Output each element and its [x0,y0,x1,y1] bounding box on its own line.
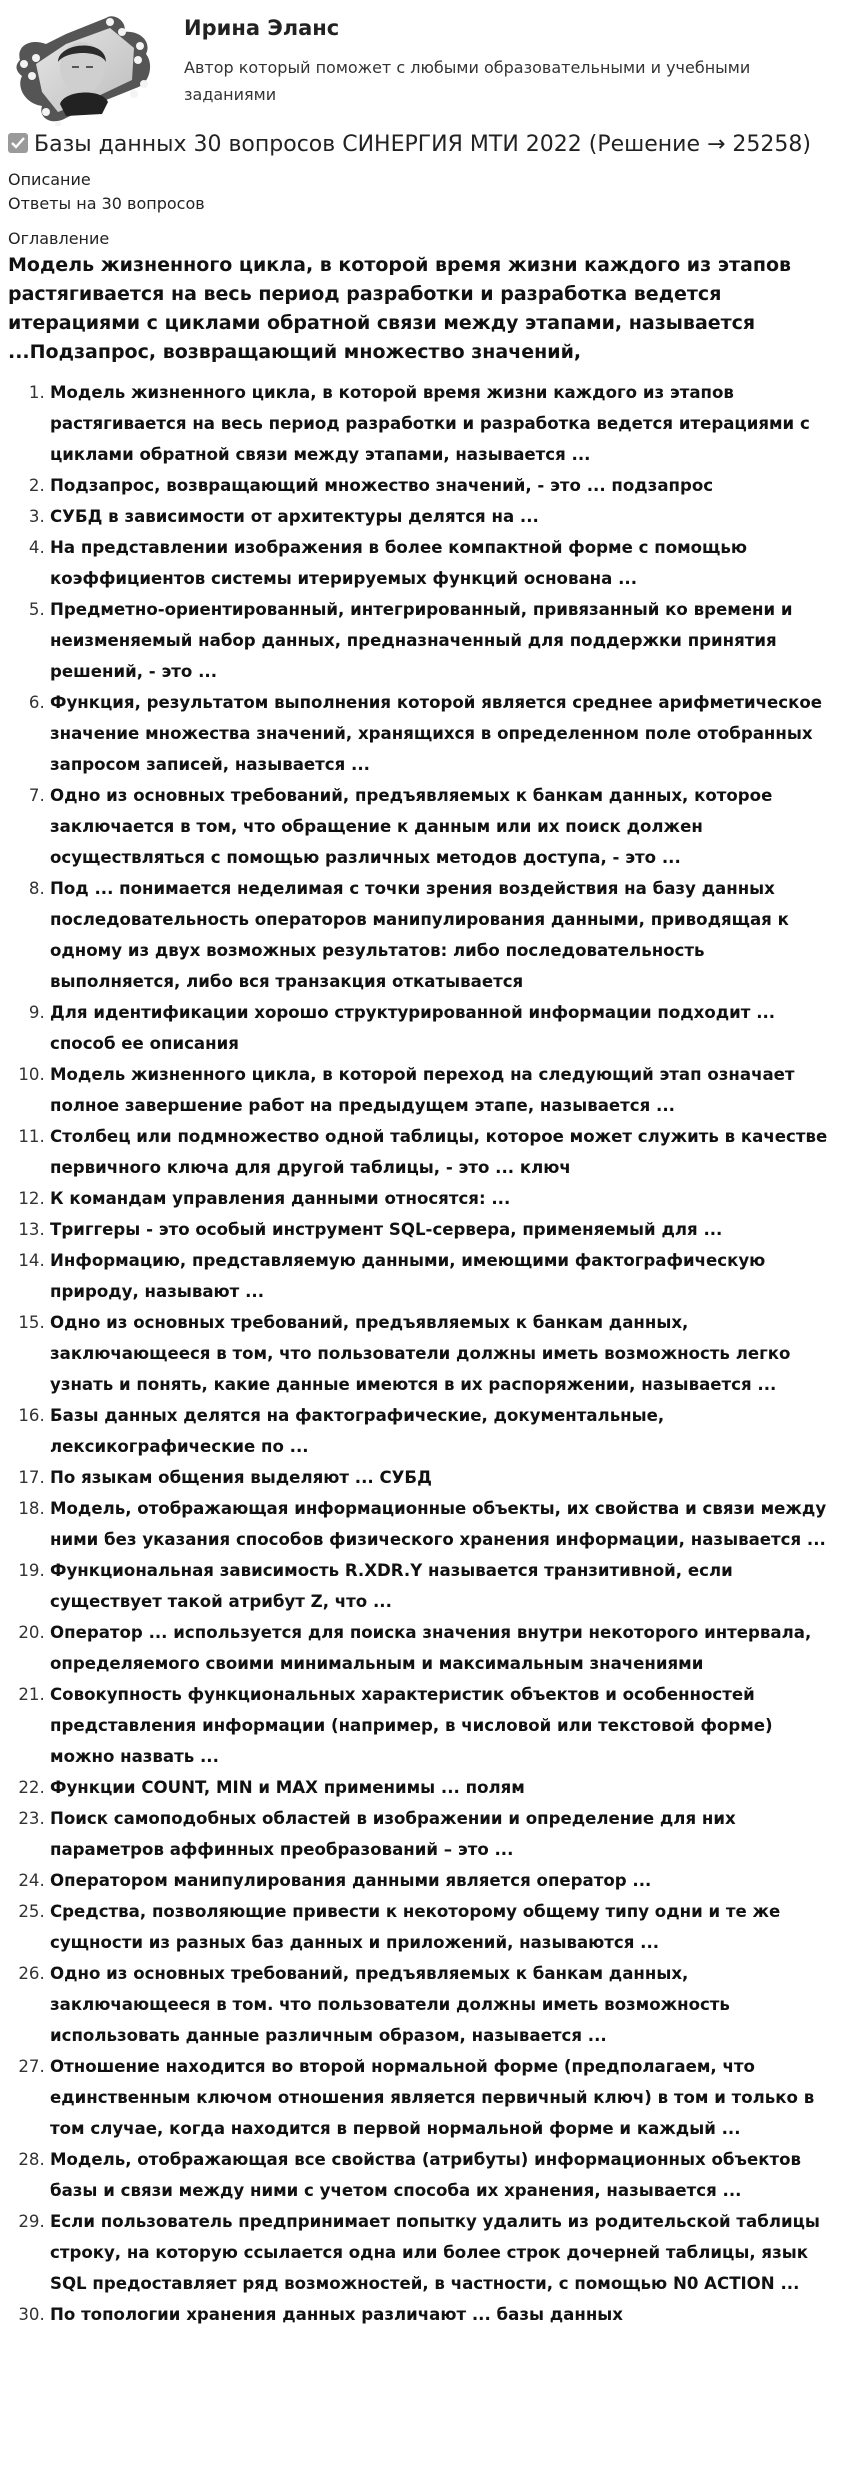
description-value: Ответы на 30 вопросов [8,194,205,213]
question-item[interactable]: 11. Столбец или подмножество одной таблицы, которое может служить в качестве первичного ключа для другой таблицы, - это ... ключ [50,1121,847,1183]
lead-text: Модель жизненного цикла, в которой время жизни каждого из этапов растягивается на весь период разработки и разработка ведется итерациями с циклами обратной связи между этапами, называется ...Подзапрос, возвращающий множество значений, [8,254,792,363]
questions-list [0,377,847,2330]
question-item[interactable]: 30. По топологии хранения данных различают ... базы данных [50,2299,847,2330]
question-item[interactable]: 26. Одно из основных требований, предъявляемых к банкам данных, заключающееся в том. что пользователи должны иметь возможность использовать данные различным образом, называется ... [50,1958,847,2051]
question-item[interactable]: 20. Оператор ... используется для поиска значения внутри некоторого интервала, определяемого своими минимальным и максимальным значениями [50,1617,847,1679]
author-bio: Автор который поможет с любыми образовательными и учебными заданиями [184,58,751,104]
question-item[interactable]: 28. Модель, отображающая все свойства (атрибуты) информационных объектов базы и связи между ними с учетом способа их хранения, называется ... [50,2144,847,2206]
question-item[interactable]: 15. Одно из основных требований, предъявляемых к банкам данных, заключающееся в том, что пользователи должны иметь возможность легко узнать и понять, какие данные имеются в их распоряжении, называется ... [50,1307,847,1400]
question-item[interactable]: 29. Если пользователь предпринимает попытку удалить из родительской таблицы строку, на которую ссылается одна или более строк дочерней таблицы, язык SQL предоставляет ряд возможностей, в частности, с помощью N0 ACTION ... [50,2206,847,2299]
toc-label: Оглавление [8,229,110,248]
avatar[interactable] [6,8,166,126]
question-item[interactable]: 21. Совокупность функциональных характеристик объектов и особенностей представления информации (например, в числовой или текстовой форме) можно назвать ... [50,1679,847,1772]
question-item[interactable]: 14. Информацию, представляемую данными, имеющими фактографическую природу, называют ... [50,1245,847,1307]
question-item[interactable]: 25. Средства, позволяющие привести к некоторому общему типу одни и те же сущности из разных баз данных и приложений, называются ... [50,1896,847,1958]
question-item[interactable]: 13. Триггеры - это особый инструмент SQL-сервера, применяемый для ... [50,1214,847,1245]
question-item[interactable]: 27. Отношение находится во второй нормальной форме (предполагаем, что единственным ключом отношения является первичный ключ) в том и только в том случае, когда находится в первой нормальной форме и каждый ... [50,2051,847,2144]
question-item[interactable]: 17. По языкам общения выделяют ... СУБД [50,1462,847,1493]
question-item[interactable]: 19. Функциональная зависимость R.XDR.Y называется транзитивной, если существует такой атрибут Z, что ... [50,1555,847,1617]
question-item[interactable]: 23. Поиск самоподобных областей в изображении и определение для них параметров аффинных преобразований – это ... [50,1803,847,1865]
question-item[interactable]: 24. Оператором манипулирования данными является оператор ... [50,1865,847,1896]
question-item[interactable]: 18. Модель, отображающая информационные объекты, их свойства и связи между ними без указания способов физического хранения информации, называется ... [50,1493,847,1555]
question-item[interactable]: 4. На представлении изображения в более компактной форме с помощью коэффициентов системы итерируемых функций основана ... [50,532,847,594]
question-item[interactable]: 12. К командам управления данными относятся: ... [50,1183,847,1214]
document-title-text: Базы данных 30 вопросов СИНЕРГИЯ МТИ 2022 (Решение → 25258) [34,132,812,157]
question-item[interactable]: 8. Под ... понимается неделимая с точки зрения воздействия на базу данных последовательность операторов манипулирования данными, приводящая к одному из двух возможных результатов: либо последовательность выполняется, либо вся транзакция откатывается [50,873,847,997]
author-card [0,0,847,122]
question-item[interactable]: 7. Одно из основных требований, предъявляемых к банкам данных, которое заключается в том, что обращение к данным или их поиск должен осуществляться с помощью различных методов доступа, - это ... [50,780,847,873]
question-item[interactable]: 16. Базы данных делятся на фактографические, документальные, лексикографические по ... [50,1400,847,1462]
avatar-photo-icon [6,8,166,126]
check-box-icon [8,133,28,153]
description-label: Описание [8,170,91,189]
document-title [8,130,839,159]
question-item[interactable]: 1. Модель жизненного цикла, в которой время жизни каждого из этапов растягивается на весь период разработки и разработка ведется итерациями с циклами обратной связи между этапами, называется ... [50,377,847,470]
question-item[interactable]: 5. Предметно-ориентированный, интегрированный, привязанный ко времени и неизменяемый набор данных, предназначенный для поддержки принятия решений, - это ... [50,594,847,687]
question-item[interactable]: 22. Функции COUNT, MIN и MAX применимы ... полям [50,1772,847,1803]
question-item[interactable]: 6. Функция, результатом выполнения которой является среднее арифметическое значение множества значений, хранящихся в определенном поле отобранных запросом записей, называется ... [50,687,847,780]
question-item[interactable]: 9. Для идентификации хорошо структурированной информации подходит ... способ ее описания [50,997,847,1059]
question-item[interactable]: 10. Модель жизненного цикла, в которой переход на следующий этап означает полное завершение работ на предыдущем этапе, называется ... [50,1059,847,1121]
question-item[interactable]: 3. СУБД в зависимости от архитектуры делятся на ... [50,501,847,532]
question-item[interactable]: 2. Подзапрос, возвращающий множество значений, - это ... подзапрос [50,470,847,501]
author-name[interactable]: Ирина Эланс [184,16,340,40]
